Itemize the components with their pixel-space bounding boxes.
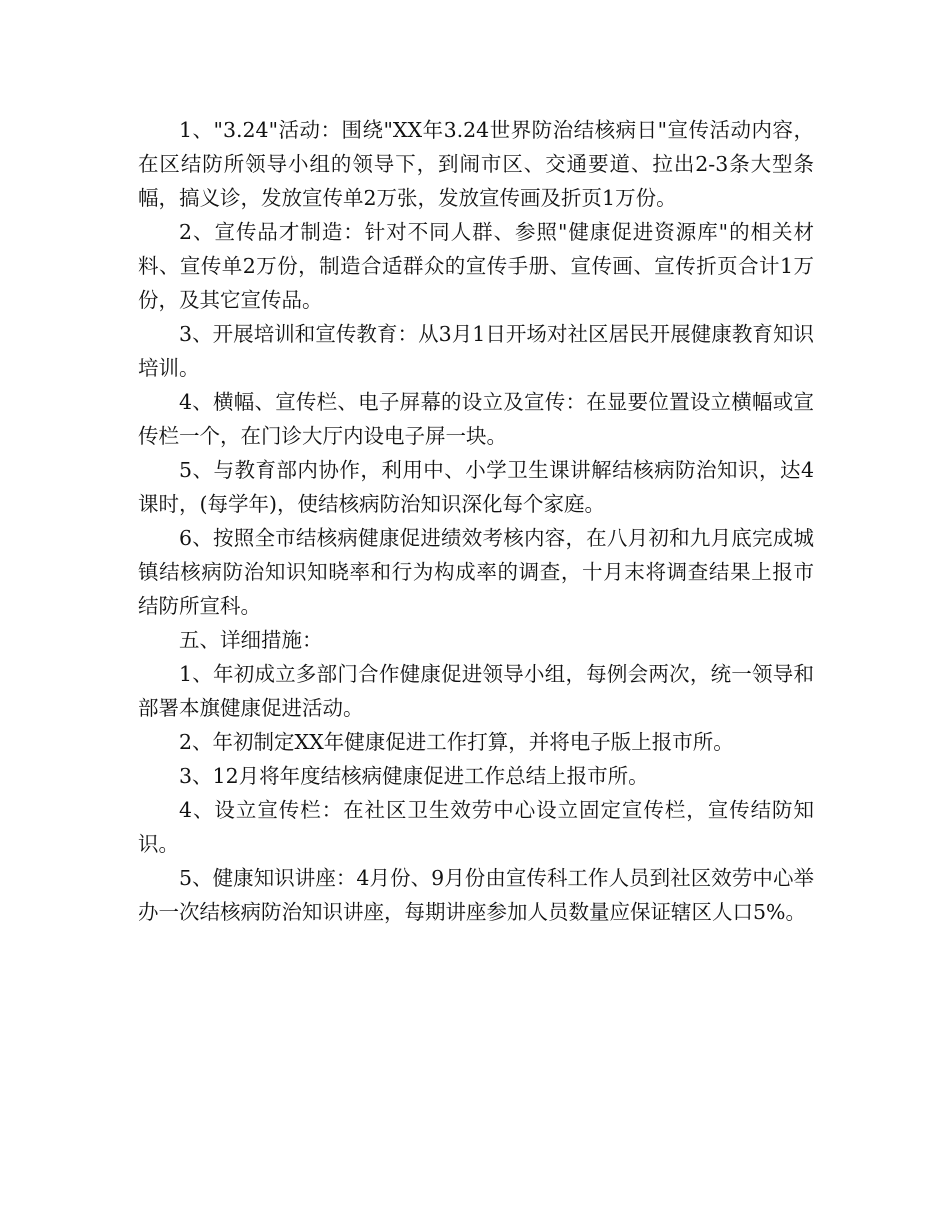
- paragraph-training-education: 3、开展培训和宣传教育：从3月1日开场对社区居民开展健康教育知识培训。: [138, 322, 814, 380]
- paragraph-leadership-group: 1、年初成立多部门合作健康促进领导小组，每例会两次，统一领导和部署本旗健康促进活动。: [138, 662, 814, 720]
- paragraph-activity-3-24: 1、"3.24"活动：围绕"XX年3.24世界防治结核病日"宣传活动内容，在区结防所领导小组的领导下，到闹市区、交通要道、拉出2-3条大型条幅，搞义诊，发放宣传单2万张，发放宣传画及折页1万份。: [138, 118, 814, 210]
- paragraph-publicity-materials: 2、宣传品才制造：针对不同人群、参照"健康促进资源库"的相关材料、宣传单2万份，制造合适群众的宣传手册、宣传画、宣传折页合计1万份，及其它宣传品。: [138, 220, 814, 312]
- paragraph-education-cooperation: 5、与教育部内协作，利用中、小学卫生课讲解结核病防治知识，达4课时，(每学年)，使结核病防治知识深化每个家庭。: [138, 458, 814, 516]
- paragraph-annual-plan: 2、年初制定XX年健康促进工作打算，并将电子版上报市所。: [179, 730, 734, 754]
- paragraph-annual-summary: 3、12月将年度结核病健康促进工作总结上报市所。: [179, 764, 649, 788]
- document-body: [138, 113, 814, 929]
- section-heading-measures: 五、详细措施：: [179, 628, 323, 652]
- paragraph-assessment-survey: 6、按照全市结核病健康促进绩效考核内容，在八月初和九月底完成城镇结核病防治知识知晓率和行为构成率的调查，十月末将调查结果上报市结防所宣科。: [138, 526, 814, 618]
- paragraph-publicity-board: 4、设立宣传栏：在社区卫生效劳中心设立固定宣传栏，宣传结防知识。: [138, 798, 814, 856]
- paragraph-banners-screens: 4、横幅、宣传栏、电子屏幕的设立及宣传：在显要位置设立横幅或宣传栏一个，在门诊大厅内设电子屏一块。: [138, 390, 814, 448]
- paragraph-health-lectures: 5、健康知识讲座：4月份、9月份由宣传科工作人员到社区效劳中心举办一次结核病防治知识讲座，每期讲座参加人员数量应保证辖区人口5%。: [138, 866, 814, 924]
